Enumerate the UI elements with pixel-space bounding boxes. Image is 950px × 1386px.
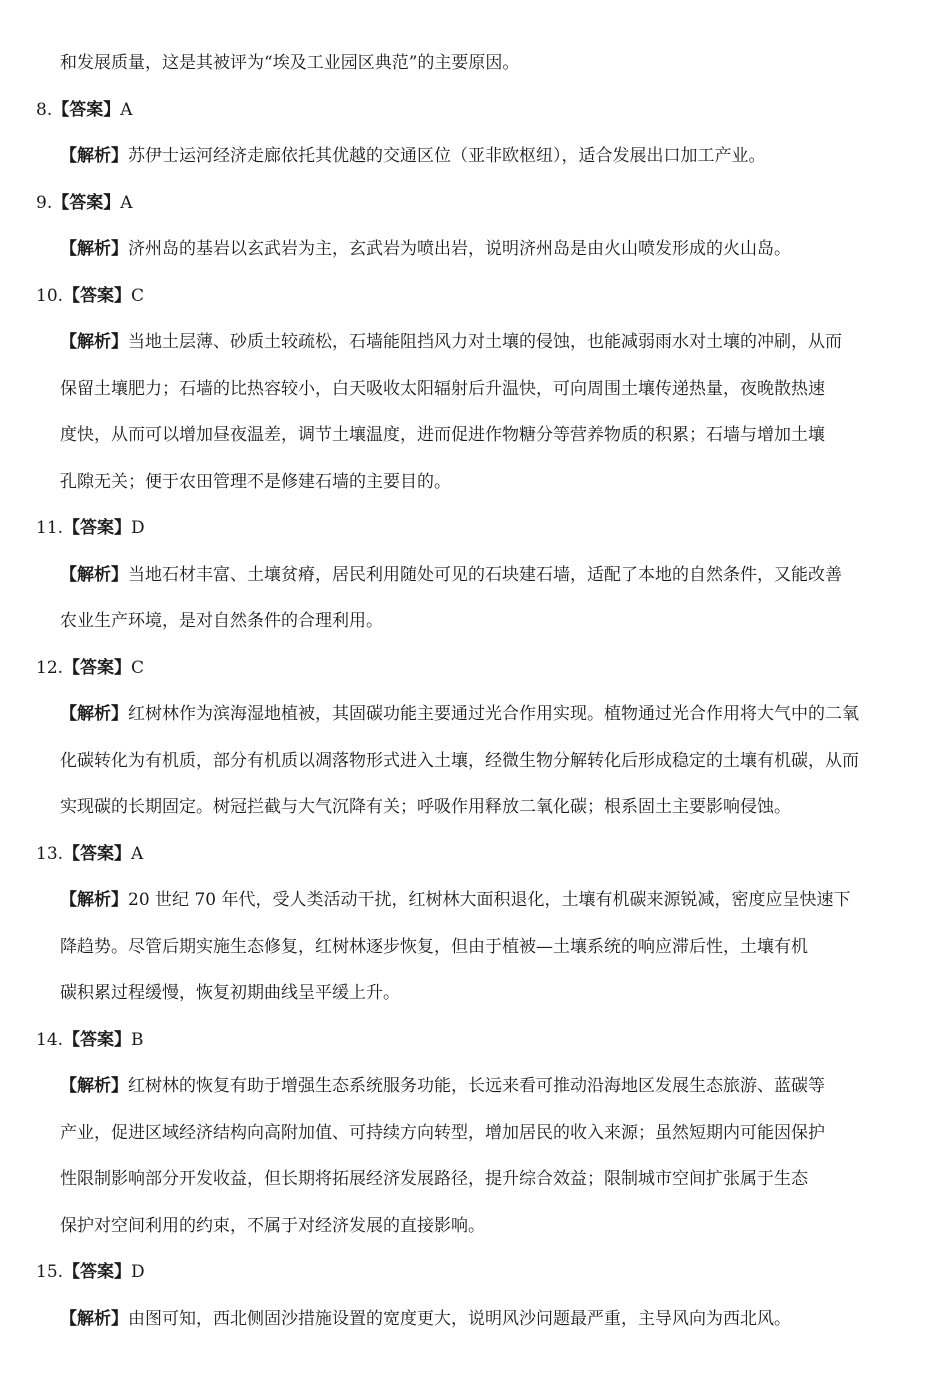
analysis-text: 实现碳的长期固定。树冠拦截与大气沉降有关；呼吸作用释放二氧化碳；根系固土主要影响侵蚀。 — [60, 797, 791, 817]
analysis-text: 当地土层薄、砂质土较疏松，石墙能阻挡风力对土壤的侵蚀，也能减弱雨水对土壤的冲刷，从而 — [128, 332, 842, 352]
answer-line — [36, 516, 145, 540]
answer-value: D — [131, 1262, 145, 1282]
analysis-line — [60, 702, 859, 726]
question-number: 13. — [36, 843, 64, 864]
answer-value: A — [120, 192, 133, 213]
analysis-text: 孔隙无关；便于农田管理不是修建石墙的主要目的。 — [60, 471, 451, 492]
analysis-text: 降趋势。尽管后期实施生态修复，红树林逐步恢复，但由于植被—土壤系统的响应滞后性，土壤有机 — [60, 936, 808, 957]
analysis-label: 【解析】 — [60, 704, 128, 724]
answer-label: 【答案】 — [63, 1262, 132, 1282]
analysis-line — [60, 144, 766, 168]
analysis-text: 性限制影响部分开发收益，但长期将拓展经济发展路径，提升综合效益；限制城市空间扩张属于生态 — [60, 1169, 808, 1189]
answer-label: 【答案】 — [63, 657, 132, 678]
analysis-line — [60, 470, 451, 494]
analysis-text: 保留土壤肥力；石墙的比热容较小，白天吸收太阳辐射后升温快，可向周围土壤传递热量，夜晚散热速 — [60, 378, 825, 399]
analysis-line — [60, 330, 842, 354]
analysis-line — [60, 1307, 791, 1331]
analysis-text: 化碳转化为有机质，部分有机质以凋落物形式进入土壤，经微生物分解转化后形成稳定的土壤有机碳，从而 — [60, 750, 859, 771]
analysis-line — [60, 888, 850, 912]
answer-line — [36, 656, 144, 680]
analysis-text: 济州岛的基岩以玄武岩为主，玄武岩为喷出岩，说明济州岛是由火山喷发形成的火山岛。 — [128, 239, 791, 259]
analysis-line — [60, 935, 808, 959]
analysis-line — [60, 609, 383, 633]
answer-label: 【答案】 — [63, 843, 132, 864]
analysis-label: 【解析】 — [60, 890, 128, 910]
answer-value: D — [131, 518, 145, 538]
analysis-text: 农业生产环境，是对自然条件的合理利用。 — [60, 611, 383, 631]
analysis-line — [60, 1167, 808, 1191]
intro-line — [60, 51, 519, 75]
analysis-line — [60, 377, 825, 401]
answer-line — [36, 1028, 144, 1052]
analysis-line — [60, 423, 825, 447]
analysis-label: 【解析】 — [60, 564, 128, 585]
analysis-text: 度快，从而可以增加昼夜温差，调节土壤温度，进而促进作物糖分等营养物质的积累；石墙与增加土壤 — [60, 425, 825, 445]
analysis-text: 红树林作为滨海湿地植被，其固碳功能主要通过光合作用实现。植物通过光合作用将大气中的二氧 — [128, 704, 859, 724]
question-number: 12. — [36, 657, 64, 678]
analysis-line — [60, 1121, 825, 1145]
answer-line — [36, 191, 133, 215]
analysis-line — [60, 749, 859, 773]
answer-value: B — [131, 1029, 144, 1050]
answer-label: 【答案】 — [52, 192, 121, 213]
answer-line — [36, 98, 133, 122]
analysis-text: 保护对空间利用的约束，不属于对经济发展的直接影响。 — [60, 1215, 485, 1236]
analysis-line — [60, 981, 400, 1005]
question-number: 14. — [36, 1029, 64, 1050]
analysis-text: 由图可知，西北侧固沙措施设置的宽度更大，说明风沙问题最严重，主导风向为西北风。 — [128, 1308, 791, 1329]
answer-label: 【答案】 — [63, 1029, 132, 1050]
question-number: 15. — [36, 1262, 64, 1282]
analysis-text: 20 世纪 70 年代，受人类活动干扰，红树林大面积退化，土壤有机碳来源锐减，密度应呈快速下 — [128, 890, 851, 910]
answer-line — [36, 284, 144, 308]
analysis-line — [60, 563, 842, 587]
question-number: 8. — [36, 99, 53, 120]
analysis-line — [60, 795, 791, 819]
analysis-label: 【解析】 — [60, 239, 128, 259]
analysis-text: 碳积累过程缓慢，恢复初期曲线呈平缓上升。 — [60, 983, 400, 1003]
intro-text: 和发展质量，这是其被评为“埃及工业园区典范”的主要原因。 — [60, 53, 520, 73]
analysis-line — [60, 1074, 825, 1098]
answer-value: C — [131, 285, 145, 306]
answer-value: C — [131, 657, 145, 678]
analysis-text: 红树林的恢复有助于增强生态系统服务功能，长远来看可推动沿海地区发展生态旅游、蓝碳等 — [128, 1076, 825, 1096]
analysis-label: 【解析】 — [60, 332, 128, 352]
analysis-line — [60, 1214, 485, 1238]
answer-label: 【答案】 — [63, 518, 132, 538]
answer-value: A — [131, 843, 144, 864]
analysis-label: 【解析】 — [60, 146, 128, 166]
analysis-text: 苏伊士运河经济走廊依托其优越的交通区位（亚非欧枢纽），适合发展出口加工产业。 — [128, 146, 766, 166]
question-number: 9. — [36, 192, 53, 213]
analysis-text: 产业，促进区域经济结构向高附加值、可持续方向转型，增加居民的收入来源；虽然短期内可能因保护 — [60, 1122, 825, 1143]
question-number: 11. — [36, 518, 64, 538]
analysis-label: 【解析】 — [60, 1076, 128, 1096]
analysis-text: 当地石材丰富、土壤贫瘠，居民利用随处可见的石块建石墙，适配了本地的自然条件，又能改善 — [128, 564, 842, 585]
answer-line — [36, 1260, 145, 1284]
answer-label: 【答案】 — [63, 285, 132, 306]
analysis-line — [60, 237, 791, 261]
analysis-label: 【解析】 — [60, 1308, 128, 1329]
answer-value: A — [120, 99, 133, 120]
answer-label: 【答案】 — [52, 99, 121, 120]
question-number: 10. — [36, 285, 64, 306]
answer-line — [36, 842, 143, 866]
